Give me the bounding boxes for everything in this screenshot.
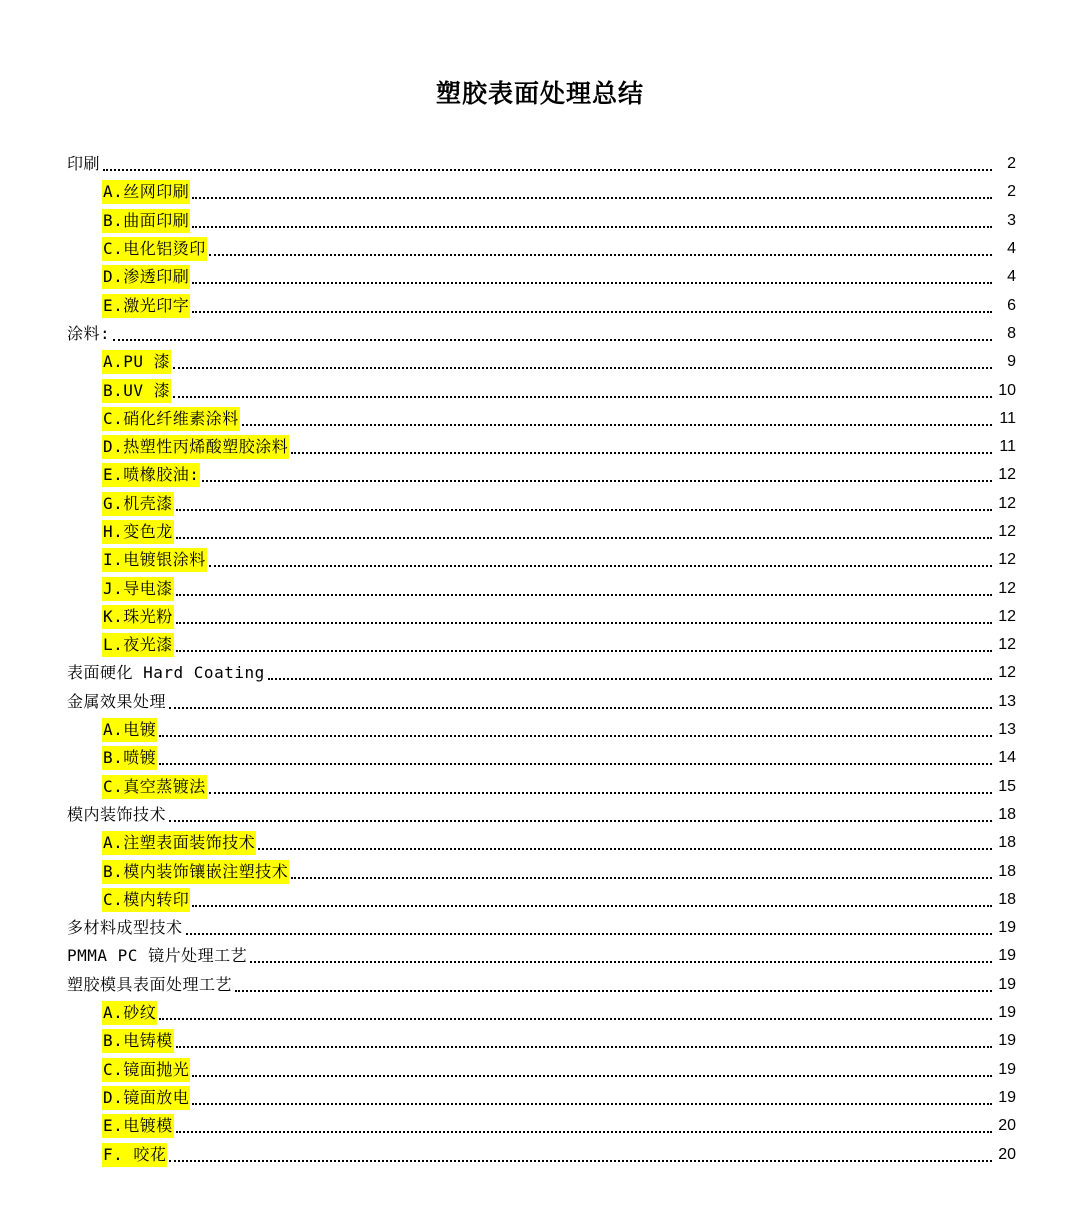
toc-entry-label: A.注塑表面装饰技术 <box>102 831 256 855</box>
toc-subsection-entry[interactable] <box>66 461 1016 489</box>
toc-page-number: 18 <box>998 890 1016 908</box>
toc-section-entry[interactable] <box>66 914 1016 942</box>
dot-leader <box>268 678 992 680</box>
toc-page-number: 15 <box>998 777 1016 795</box>
toc-subsection-entry[interactable] <box>66 1084 1016 1112</box>
toc-page-number: 10 <box>998 381 1016 399</box>
toc-entry-label: H.变色龙 <box>102 520 174 544</box>
toc-subsection-entry[interactable] <box>66 603 1016 631</box>
dot-leader <box>291 877 992 879</box>
toc-page-number: 19 <box>998 975 1016 993</box>
toc-entry-label: B.模内装饰镶嵌注塑技术 <box>102 860 289 884</box>
toc-entry-label: 表面硬化 Hard Coating <box>67 663 265 683</box>
toc-entry-label: E.喷橡胶油: <box>102 463 200 487</box>
toc-section-entry[interactable] <box>66 971 1016 999</box>
toc-subsection-entry[interactable] <box>66 207 1016 235</box>
toc-entry-label: PMMA PC 镜片处理工艺 <box>67 946 248 966</box>
toc-subsection-entry[interactable] <box>66 490 1016 518</box>
toc-subsection-entry[interactable] <box>66 263 1016 291</box>
toc-page-number: 8 <box>1007 324 1016 342</box>
toc-entry-label: D.渗透印刷 <box>102 265 190 289</box>
toc-entry-label: A.丝网印刷 <box>102 180 190 204</box>
toc-page-number: 12 <box>998 664 1016 682</box>
toc-entry-label: A.砂纹 <box>102 1001 157 1025</box>
toc-entry-label: 塑胶模具表面处理工艺 <box>67 974 233 994</box>
dot-leader <box>209 565 992 567</box>
toc-section-entry[interactable] <box>66 320 1016 348</box>
toc-entry-label: C.镜面抛光 <box>102 1058 190 1082</box>
toc-entry-label: B.曲面印刷 <box>102 209 190 233</box>
toc-entry-label: D.热塑性丙烯酸塑胶涂料 <box>102 435 289 459</box>
dot-leader <box>258 848 992 850</box>
toc-page-number: 12 <box>998 494 1016 512</box>
toc-entry-label: B.电铸模 <box>102 1029 174 1053</box>
toc-subsection-entry[interactable] <box>66 1056 1016 1084</box>
toc-page-number: 20 <box>998 1117 1016 1135</box>
dot-leader <box>192 1103 992 1105</box>
dot-leader <box>173 396 992 398</box>
dot-leader <box>242 424 992 426</box>
toc-subsection-entry[interactable] <box>66 348 1016 376</box>
toc-page-number: 12 <box>998 607 1016 625</box>
dot-leader <box>192 226 992 228</box>
toc-page-number: 19 <box>998 947 1016 965</box>
dot-leader <box>176 1046 992 1048</box>
toc-subsection-entry[interactable] <box>66 773 1016 801</box>
dot-leader <box>176 1131 992 1133</box>
toc-entry-label: C.模内转印 <box>102 888 190 912</box>
toc-page-number: 2 <box>1007 155 1016 173</box>
toc-subsection-entry[interactable] <box>66 291 1016 319</box>
toc-entry-label: D.镜面放电 <box>102 1086 190 1110</box>
dot-leader <box>202 480 992 482</box>
toc-entry-label: A.PU 漆 <box>102 350 171 374</box>
dot-leader <box>250 961 992 963</box>
toc-page-number: 11 <box>999 438 1016 456</box>
dot-leader <box>209 792 992 794</box>
toc-entry-label: E.电镀模 <box>102 1114 174 1138</box>
toc-entry-label: C.硝化纤维素涂料 <box>102 407 240 431</box>
dot-leader <box>192 311 992 313</box>
toc-page-number: 12 <box>998 551 1016 569</box>
dot-leader <box>176 537 992 539</box>
toc-entry-label: K.珠光粉 <box>102 605 174 629</box>
dot-leader <box>159 1018 992 1020</box>
toc-page-number: 13 <box>998 692 1016 710</box>
toc-page-number: 12 <box>998 466 1016 484</box>
toc-page-number: 6 <box>1007 296 1016 314</box>
toc-entry-label: E.激光印字 <box>102 294 190 318</box>
toc-section-entry[interactable] <box>66 659 1016 687</box>
toc-page-number: 18 <box>998 805 1016 823</box>
toc-page-number: 13 <box>998 721 1016 739</box>
toc-subsection-entry[interactable] <box>66 178 1016 206</box>
toc-page-number: 14 <box>998 749 1016 767</box>
toc-subsection-entry[interactable] <box>66 433 1016 461</box>
toc-page-number: 18 <box>998 862 1016 880</box>
toc-entry-label: I.电镀银涂料 <box>102 548 207 572</box>
toc-page-number: 12 <box>998 579 1016 597</box>
toc-subsection-entry[interactable] <box>66 405 1016 433</box>
toc-subsection-entry[interactable] <box>66 1027 1016 1055</box>
toc-entry-label: 金属效果处理 <box>67 691 167 711</box>
toc-page-number: 19 <box>998 1032 1016 1050</box>
dot-leader <box>176 650 992 652</box>
toc-page-number: 18 <box>998 834 1016 852</box>
toc-subsection-entry[interactable] <box>66 829 1016 857</box>
dot-leader <box>169 1160 992 1162</box>
toc-subsection-entry[interactable] <box>66 574 1016 602</box>
toc-subsection-entry[interactable] <box>66 235 1016 263</box>
dot-leader <box>192 197 992 199</box>
dot-leader <box>159 735 992 737</box>
dot-leader <box>176 594 992 596</box>
dot-leader <box>176 509 992 511</box>
toc-page-number: 20 <box>998 1145 1016 1163</box>
dot-leader <box>113 339 992 341</box>
toc-subsection-entry[interactable] <box>66 1112 1016 1140</box>
toc-page-number: 4 <box>1007 268 1016 286</box>
toc-subsection-entry[interactable] <box>66 376 1016 404</box>
dot-leader <box>169 707 992 709</box>
toc-page-number: 4 <box>1007 240 1016 258</box>
dot-leader <box>186 933 992 935</box>
toc-entry-label: 印刷 <box>67 154 101 174</box>
toc-page-number: 19 <box>998 1004 1016 1022</box>
toc-entry-label: 模内装饰技术 <box>67 804 167 824</box>
toc-entry-label: C.电化铝烫印 <box>102 237 207 261</box>
toc-entry-label: C.真空蒸镀法 <box>102 775 207 799</box>
toc-entry-label: B.UV 漆 <box>102 379 171 403</box>
toc-subsection-entry[interactable] <box>66 886 1016 914</box>
dot-leader <box>169 820 992 822</box>
toc-subsection-entry[interactable] <box>66 546 1016 574</box>
toc-subsection-entry[interactable] <box>66 999 1016 1027</box>
dot-leader <box>192 1075 992 1077</box>
toc-page-number: 19 <box>998 919 1016 937</box>
toc-page-number: 12 <box>998 523 1016 540</box>
dot-leader <box>192 905 992 907</box>
toc-entry-label: J.导电漆 <box>102 577 174 601</box>
table-of-contents <box>66 150 1016 1169</box>
dot-leader <box>209 254 992 256</box>
toc-subsection-entry[interactable] <box>66 857 1016 885</box>
toc-page-number: 9 <box>1007 353 1016 371</box>
toc-entry-label: F. 咬花 <box>102 1143 167 1167</box>
toc-entry-label: 多材料成型技术 <box>67 918 183 938</box>
toc-subsection-entry[interactable] <box>66 716 1016 744</box>
dot-leader <box>173 367 992 369</box>
dot-leader <box>291 452 992 454</box>
toc-subsection-entry[interactable] <box>66 631 1016 659</box>
toc-entry-label: B.喷镀 <box>102 746 157 770</box>
toc-entry-label: A.电镀 <box>102 718 157 742</box>
toc-page-number: 19 <box>998 1088 1016 1106</box>
dot-leader <box>103 169 992 171</box>
toc-subsection-entry[interactable] <box>66 744 1016 772</box>
toc-section-entry[interactable] <box>66 942 1016 970</box>
toc-section-entry[interactable] <box>66 688 1016 716</box>
dot-leader <box>235 990 992 992</box>
toc-page-number: 11 <box>999 409 1016 427</box>
toc-section-entry[interactable] <box>66 801 1016 829</box>
toc-entry-label: 涂料: <box>67 323 111 343</box>
toc-section-entry[interactable] <box>66 150 1016 178</box>
toc-page-number: 19 <box>998 1060 1016 1078</box>
dot-leader <box>192 282 992 284</box>
dot-leader <box>159 763 992 765</box>
dot-leader <box>176 622 992 624</box>
toc-page-number: 12 <box>998 636 1016 654</box>
toc-entry-label: L.夜光漆 <box>102 633 174 657</box>
toc-subsection-entry[interactable] <box>66 518 1016 546</box>
document-title: 塑胶表面处理总结 <box>435 79 644 108</box>
toc-page-number: 2 <box>1007 183 1016 201</box>
toc-subsection-entry[interactable] <box>66 1140 1016 1168</box>
toc-entry-label: G.机壳漆 <box>102 492 174 516</box>
toc-page-number: 3 <box>1007 211 1016 229</box>
